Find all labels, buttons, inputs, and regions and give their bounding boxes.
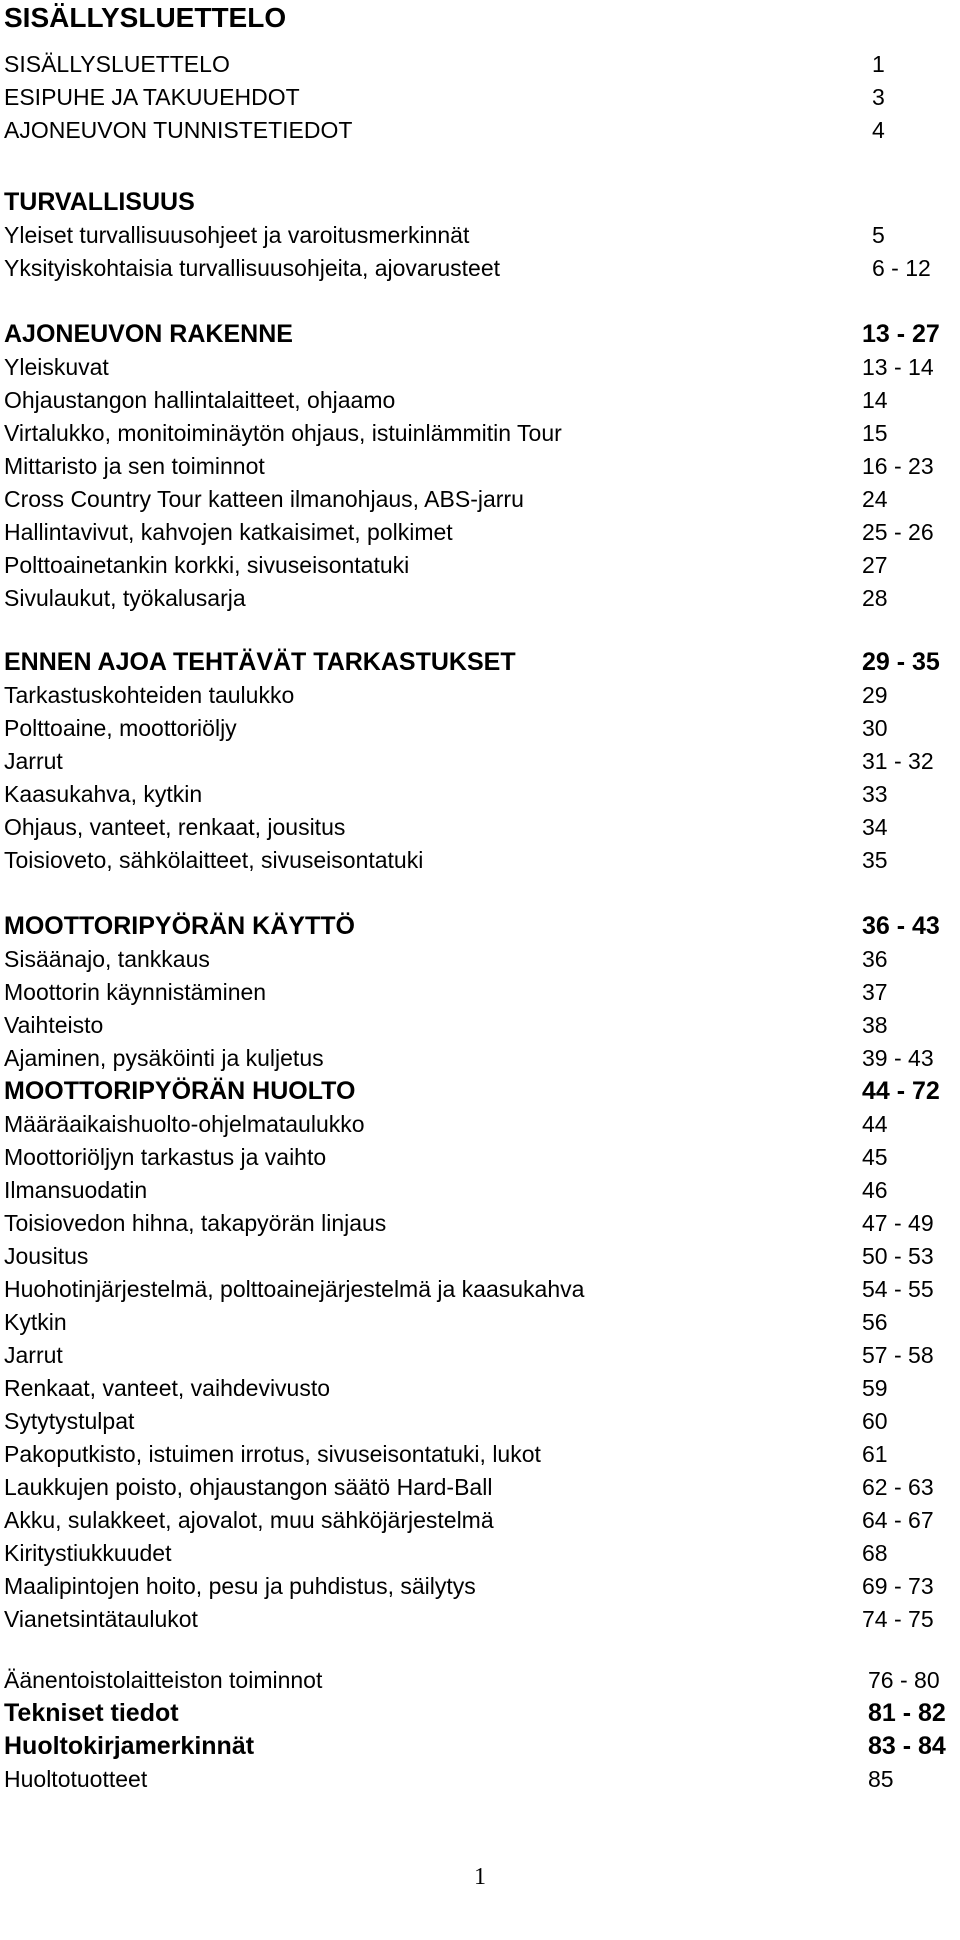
toc-entry[interactable] xyxy=(4,1697,954,1730)
toc-entry[interactable] xyxy=(4,1306,954,1339)
toc-entry-label: Ohjaustangon hallintalaitteet, ohjaamo xyxy=(4,387,396,413)
toc-entry-pages: 31 - 32 xyxy=(862,748,934,774)
toc-entry-label: Huoltotuotteet xyxy=(4,1766,148,1792)
toc-entry[interactable] xyxy=(4,1504,954,1537)
toc-entry[interactable] xyxy=(4,582,954,615)
toc-entry-pages: 50 - 53 xyxy=(862,1243,934,1269)
toc-section-heading[interactable] xyxy=(4,646,954,679)
toc-entry[interactable] xyxy=(4,1339,954,1372)
toc-entry[interactable] xyxy=(4,679,954,712)
toc-entry-label: Äänentoistolaitteiston toiminnot xyxy=(4,1667,323,1693)
toc-section-pre-ride-checks xyxy=(4,646,954,877)
toc-entry[interactable] xyxy=(4,712,954,745)
toc-entry-label: Toisioveto, sähkölaitteet, sivuseisontatuki xyxy=(4,847,424,873)
toc-entry-pages: 6 - 12 xyxy=(872,255,931,281)
toc-entry[interactable] xyxy=(4,976,954,1009)
toc-entry[interactable] xyxy=(4,1664,954,1697)
toc-entry-label: Huohotinjärjestelmä, polttoainejärjestelmä ja kaasukahva xyxy=(4,1276,585,1302)
toc-entry-label: SISÄLLYSLUETTELO xyxy=(4,51,230,77)
toc-entry-pages: 35 xyxy=(862,847,888,873)
toc-entry-label: Ilmansuodatin xyxy=(4,1177,148,1203)
toc-entry-pages: 30 xyxy=(862,715,888,741)
toc-entry[interactable] xyxy=(4,81,954,114)
toc-entry-label: Virtalukko, monitoiminäytön ohjaus, istuinlämmitin Tour xyxy=(4,420,562,446)
toc-entry-label: Vaihteisto xyxy=(4,1012,104,1038)
toc-entry-label: Moottoriöljyn tarkastus ja vaihto xyxy=(4,1144,327,1170)
toc-entry[interactable] xyxy=(4,1570,954,1603)
toc-entry[interactable] xyxy=(4,384,954,417)
toc-entry-label: Yksityiskohtaisia turvallisuusohjeita, ajovarusteet xyxy=(4,255,501,281)
toc-entry[interactable] xyxy=(4,844,954,877)
toc-entry[interactable] xyxy=(4,219,954,252)
toc-entry[interactable] xyxy=(4,1042,954,1075)
toc-section-motorcycle-use xyxy=(4,910,954,1075)
toc-entry-label: Huoltokirjamerkinnät xyxy=(4,1732,255,1760)
page-number: 1 xyxy=(474,1864,486,1890)
toc-entry-pages: 28 xyxy=(862,585,888,611)
toc-entry[interactable] xyxy=(4,811,954,844)
toc-entry-label: Kaasukahva, kytkin xyxy=(4,781,203,807)
toc-entry-label: Moottorin käynnistäminen xyxy=(4,979,267,1005)
toc-entry[interactable] xyxy=(4,483,954,516)
toc-entry-pages: 47 - 49 xyxy=(862,1210,934,1236)
toc-entry-pages: 62 - 63 xyxy=(862,1474,934,1500)
toc-entry-pages: 3 xyxy=(872,84,885,110)
toc-entry-pages: 81 - 82 xyxy=(868,1699,946,1727)
toc-entry-label: Hallintavivut, kahvojen katkaisimet, polkimet xyxy=(4,519,453,545)
toc-heading-pages: 36 - 43 xyxy=(862,912,940,940)
toc-entry-pages: 37 xyxy=(862,979,888,1005)
toc-entry-pages: 4 xyxy=(872,117,885,143)
toc-entry-label: Polttoaine, moottoriöljy xyxy=(4,715,237,741)
toc-entry-label: Maalipintojen hoito, pesu ja puhdistus, säilytys xyxy=(4,1573,476,1599)
toc-section-safety xyxy=(4,186,954,285)
toc-section-vehicle-structure xyxy=(4,318,954,615)
toc-entry-pages: 85 xyxy=(868,1766,894,1792)
toc-entry-pages: 16 - 23 xyxy=(862,453,934,479)
toc-entry-label: AJONEUVON TUNNISTETIEDOT xyxy=(4,117,353,143)
toc-entry-pages: 14 xyxy=(862,387,888,413)
toc-entry-label: Renkaat, vanteet, vaihdevivusto xyxy=(4,1375,331,1401)
toc-heading-label: MOOTTORIPYÖRÄN KÄYTTÖ xyxy=(4,912,355,940)
toc-entry[interactable] xyxy=(4,1438,954,1471)
toc-section-heading[interactable] xyxy=(4,1075,954,1108)
toc-entry-pages: 39 - 43 xyxy=(862,1045,934,1071)
toc-entry-pages: 29 xyxy=(862,682,888,708)
toc-entry-pages: 54 - 55 xyxy=(862,1276,934,1302)
toc-entry[interactable] xyxy=(4,943,954,976)
toc-entry-label: Pakoputkisto, istuimen irrotus, sivuseisontatuki, lukot xyxy=(4,1441,541,1467)
toc-entry[interactable] xyxy=(4,417,954,450)
toc-entry-label: Sytytystulpat xyxy=(4,1408,135,1434)
toc-entry-label: Jousitus xyxy=(4,1243,89,1269)
toc-entry-label: Vianetsintätaulukot xyxy=(4,1606,198,1632)
toc-entry-pages: 59 xyxy=(862,1375,888,1401)
toc-heading-label: AJONEUVON RAKENNE xyxy=(4,320,293,348)
toc-entry-pages: 64 - 67 xyxy=(862,1507,934,1533)
toc-entry-label: Jarrut xyxy=(4,748,63,774)
toc-entry[interactable] xyxy=(4,351,954,384)
toc-heading-label: TURVALLISUUS xyxy=(4,188,195,216)
toc-entry-pages: 45 xyxy=(862,1144,888,1170)
toc-entry-pages: 74 - 75 xyxy=(862,1606,934,1632)
toc-entry[interactable] xyxy=(4,1603,954,1636)
toc-entry[interactable] xyxy=(4,1730,954,1763)
toc-section-heading[interactable] xyxy=(4,318,954,351)
toc-entry-label: Ajaminen, pysäköinti ja kuljetus xyxy=(4,1045,324,1071)
toc-entry-pages: 69 - 73 xyxy=(862,1573,934,1599)
toc-heading-pages: 44 - 72 xyxy=(862,1077,940,1105)
toc-entry[interactable] xyxy=(4,1240,954,1273)
toc-entry-label: Yleiskuvat xyxy=(4,354,109,380)
toc-entry-label: Yleiset turvallisuusohjeet ja varoitusmerkinnät xyxy=(4,222,470,248)
toc-heading-pages: 13 - 27 xyxy=(862,320,940,348)
toc-entry[interactable] xyxy=(4,1141,954,1174)
toc-entry[interactable] xyxy=(4,745,954,778)
toc-section-back-matter xyxy=(4,1664,954,1796)
toc-entry[interactable] xyxy=(4,516,954,549)
toc-entry[interactable] xyxy=(4,114,954,147)
toc-entry[interactable] xyxy=(4,450,954,483)
toc-entry-pages: 34 xyxy=(862,814,888,840)
toc-entry-label: Toisiovedon hihna, takapyörän linjaus xyxy=(4,1210,387,1236)
toc-entry-pages: 60 xyxy=(862,1408,888,1434)
toc-entry-pages: 57 - 58 xyxy=(862,1342,934,1368)
toc-entry-pages: 61 xyxy=(862,1441,888,1467)
toc-entry-pages: 46 xyxy=(862,1177,888,1203)
toc-entry-label: Ohjaus, vanteet, renkaat, jousitus xyxy=(4,814,346,840)
toc-section-heading[interactable] xyxy=(4,186,954,219)
toc-entry-pages: 27 xyxy=(862,552,888,578)
toc-entry-label: Cross Country Tour katteen ilmanohjaus, ABS-jarru xyxy=(4,486,524,512)
toc-entry-pages: 56 xyxy=(862,1309,888,1335)
toc-entry[interactable] xyxy=(4,1273,954,1306)
toc-entry-pages: 5 xyxy=(872,222,885,248)
toc-entry-pages: 25 - 26 xyxy=(862,519,934,545)
toc-heading-label: ENNEN AJOA TEHTÄVÄT TARKASTUKSET xyxy=(4,648,516,676)
toc-entry-label: Sisäänajo, tankkaus xyxy=(4,946,210,972)
toc-entry-pages: 36 xyxy=(862,946,888,972)
toc-entry-label: Jarrut xyxy=(4,1342,63,1368)
toc-entry[interactable] xyxy=(4,1009,954,1042)
toc-entry[interactable] xyxy=(4,252,954,285)
toc-section-heading[interactable] xyxy=(4,910,954,943)
toc-entry-label: Kytkin xyxy=(4,1309,67,1335)
toc-entry-label: Polttoainetankin korkki, sivuseisontatuki xyxy=(4,552,410,578)
toc-entry-pages: 38 xyxy=(862,1012,888,1038)
toc-entry[interactable] xyxy=(4,1405,954,1438)
toc-entry[interactable] xyxy=(4,1537,954,1570)
toc-heading-pages: 29 - 35 xyxy=(862,648,940,676)
toc-entry-label: Laukkujen poisto, ohjaustangon säätö Hard-Ball xyxy=(4,1474,493,1500)
toc-entry-pages: 33 xyxy=(862,781,888,807)
toc-entry[interactable] xyxy=(4,48,954,81)
toc-entry[interactable] xyxy=(4,1207,954,1240)
toc-entry[interactable] xyxy=(4,549,954,582)
toc-entry-label: ESIPUHE JA TAKUUEHDOT xyxy=(4,84,300,110)
toc-entry-label: Tekniset tiedot xyxy=(4,1699,179,1727)
toc-entry-label: Akku, sulakkeet, ajovalot, muu sähköjärjestelmä xyxy=(4,1507,494,1533)
toc-entry[interactable] xyxy=(4,1108,954,1141)
toc-entry-pages: 13 - 14 xyxy=(862,354,934,380)
toc-entry-label: Kiritystiukkuudet xyxy=(4,1540,172,1566)
toc-entry[interactable] xyxy=(4,1174,954,1207)
document-title: SISÄLLYSLUETTELO xyxy=(4,2,287,33)
toc-entry-pages: 15 xyxy=(862,420,888,446)
toc-entry-label: Tarkastuskohteiden taulukko xyxy=(4,682,295,708)
toc-section-front-matter xyxy=(4,48,954,147)
toc-entry-label: Määräaikaishuolto-ohjelmataulukko xyxy=(4,1111,365,1137)
toc-entry-label: Mittaristo ja sen toiminnot xyxy=(4,453,265,479)
toc-entry[interactable] xyxy=(4,778,954,811)
toc-heading-label: MOOTTORIPYÖRÄN HUOLTO xyxy=(4,1077,356,1105)
toc-entry-pages: 1 xyxy=(872,51,885,77)
toc-entry-pages: 83 - 84 xyxy=(868,1732,946,1760)
toc-entry-pages: 44 xyxy=(862,1111,888,1137)
toc-entry-label: Sivulaukut, työkalusarja xyxy=(4,585,246,611)
toc-section-motorcycle-maintenance xyxy=(4,1075,954,1636)
toc-entry-pages: 24 xyxy=(862,486,888,512)
toc-entry[interactable] xyxy=(4,1372,954,1405)
toc-entry-pages: 76 - 80 xyxy=(868,1667,940,1693)
toc-entry-pages: 68 xyxy=(862,1540,888,1566)
toc-entry[interactable] xyxy=(4,1763,954,1796)
toc-entry[interactable] xyxy=(4,1471,954,1504)
